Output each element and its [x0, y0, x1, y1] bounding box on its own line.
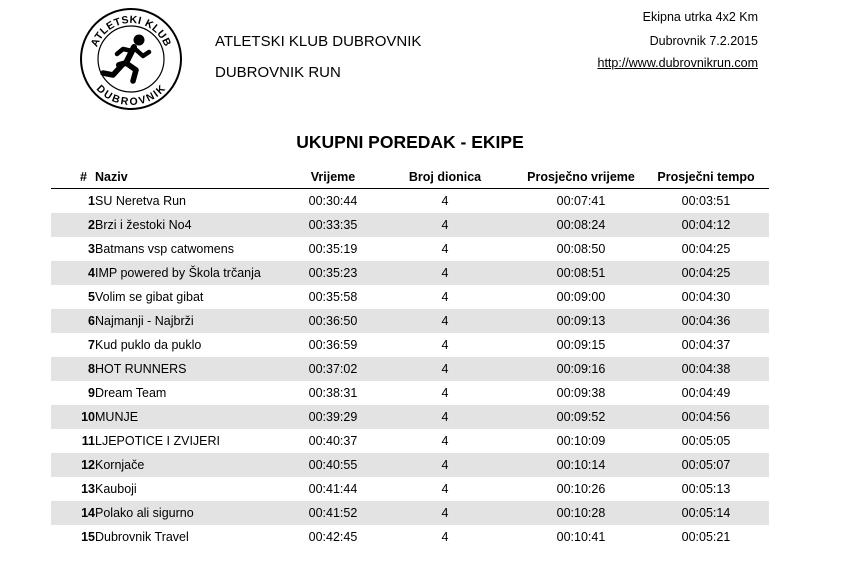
cell-team-name: Kauboji [95, 482, 137, 496]
cell-average-time: 00:10:41 [556, 530, 606, 544]
page-title: UKUPNI POREDAK - EKIPE [296, 132, 524, 152]
table-row [51, 333, 769, 357]
cell-rank: 14 [51, 501, 95, 525]
table-row [51, 405, 769, 429]
table-row [51, 525, 769, 549]
cell-time: 00:36:50 [295, 309, 371, 333]
cell-average-pace: 00:05:13 [681, 482, 731, 496]
cell-team-name: IMP powered by Škola trčanja [95, 261, 295, 285]
cell-average-time: 00:08:50 [556, 242, 606, 256]
cell-average-time: 00:10:28 [519, 501, 643, 525]
cell-rank: 7 [88, 338, 95, 352]
cell-team-name: Najmanji - Najbrži [95, 309, 295, 333]
cell-time: 00:42:45 [308, 530, 358, 544]
cell-team-name: Volim se gibat gibat [95, 290, 204, 304]
cell-average-time: 00:08:24 [519, 213, 643, 237]
club-name: ATLETSKI KLUB DUBROVNIK [215, 33, 422, 50]
cell-rank: 12 [51, 453, 95, 477]
cell-team-name: Dream Team [95, 386, 167, 400]
cell-average-time: 00:09:38 [556, 386, 606, 400]
cell-average-time: 00:09:16 [519, 357, 643, 381]
column-header-average-time: Prosječno vrijeme [519, 166, 643, 189]
cell-average-pace: 00:03:51 [681, 194, 731, 208]
table-row [51, 261, 769, 285]
cell-rank: 9 [88, 386, 95, 400]
race-place-date: Dubrovnik 7.2.2015 [649, 34, 758, 48]
cell-legs: 4 [371, 309, 519, 333]
cell-legs: 4 [371, 453, 519, 477]
table-row [51, 429, 769, 453]
cell-average-time: 00:09:13 [519, 309, 643, 333]
cell-rank: 10 [51, 405, 95, 429]
cell-average-pace: 00:04:12 [643, 213, 769, 237]
club-logo [79, 7, 183, 111]
table-row [51, 285, 769, 309]
cell-average-pace: 00:04:25 [681, 242, 731, 256]
svg-text:DUBROVNIK [94, 83, 168, 109]
cell-rank: 1 [88, 194, 95, 208]
cell-time: 00:35:23 [295, 261, 371, 285]
logo-bottom-text: DUBROVNIK [93, 82, 169, 109]
cell-average-pace: 00:04:30 [681, 290, 731, 304]
cell-team-name: LJEPOTICE I ZVIJERI [95, 434, 221, 448]
cell-rank: 2 [51, 213, 95, 237]
cell-average-time: 00:10:14 [519, 453, 643, 477]
cell-average-time: 00:08:51 [519, 261, 643, 285]
cell-legs: 4 [371, 213, 519, 237]
table-row [51, 453, 769, 477]
cell-team-name: Batmans vsp catwomens [95, 242, 234, 256]
cell-rank: 6 [51, 309, 95, 333]
cell-rank: 13 [81, 482, 95, 496]
website-link[interactable]: http://www.dubrovnikrun.com [597, 56, 758, 70]
cell-time: 00:35:19 [308, 242, 358, 256]
cell-rank: 11 [81, 434, 95, 448]
cell-legs: 4 [441, 290, 449, 304]
cell-average-pace: 00:04:36 [643, 309, 769, 333]
cell-time: 00:40:37 [308, 434, 358, 448]
cell-average-time: 00:07:41 [556, 194, 606, 208]
cell-average-time: 00:10:09 [556, 434, 606, 448]
table-row [51, 189, 769, 214]
cell-team-name: Brzi i žestoki No4 [95, 213, 295, 237]
cell-time: 00:38:31 [308, 386, 358, 400]
cell-average-time: 00:10:26 [556, 482, 606, 496]
cell-time: 00:37:02 [295, 357, 371, 381]
column-header-name: Naziv [95, 166, 295, 189]
cell-legs: 4 [371, 357, 519, 381]
cell-team-name: SU Neretva Run [95, 194, 187, 208]
cell-legs: 4 [441, 530, 449, 544]
cell-legs: 4 [371, 261, 519, 285]
cell-average-pace: 00:04:25 [643, 261, 769, 285]
cell-legs: 4 [441, 434, 449, 448]
cell-average-pace: 00:05:05 [681, 434, 731, 448]
column-header-average-pace: Prosječni tempo [643, 166, 769, 189]
cell-time: 00:39:29 [295, 405, 371, 429]
cell-legs: 4 [441, 338, 449, 352]
column-header-legs: Broj dionica [371, 166, 519, 189]
event-name: DUBROVNIK RUN [215, 64, 341, 81]
table-row [51, 309, 769, 333]
table-row [51, 501, 769, 525]
cell-average-time: 00:09:15 [556, 338, 606, 352]
cell-rank: 5 [88, 290, 95, 304]
cell-rank: 8 [51, 357, 95, 381]
cell-time: 00:36:59 [308, 338, 358, 352]
cell-time: 00:41:44 [308, 482, 358, 496]
logo-top-text: ATLETSKI KLUB [88, 13, 174, 49]
cell-average-pace: 00:04:56 [643, 405, 769, 429]
table-row [51, 357, 769, 381]
cell-legs: 4 [441, 482, 449, 496]
table-row [51, 213, 769, 237]
cell-time: 00:40:55 [295, 453, 371, 477]
cell-time: 00:30:44 [308, 194, 358, 208]
cell-time: 00:41:52 [295, 501, 371, 525]
cell-legs: 4 [441, 242, 449, 256]
cell-average-pace: 00:05:07 [643, 453, 769, 477]
runner-icon [103, 35, 149, 82]
cell-average-pace: 00:04:38 [643, 357, 769, 381]
cell-average-pace: 00:05:21 [681, 530, 731, 544]
cell-rank: 15 [81, 530, 95, 544]
column-header-time: Vrijeme [295, 166, 371, 189]
table-header-row [51, 166, 769, 189]
cell-average-pace: 00:04:37 [681, 338, 731, 352]
cell-time: 00:35:58 [308, 290, 358, 304]
race-name: Ekipna utrka 4x2 Km [642, 10, 758, 24]
cell-rank: 3 [88, 242, 95, 256]
table-row [51, 237, 769, 261]
cell-time: 00:33:35 [295, 213, 371, 237]
cell-legs: 4 [441, 386, 449, 400]
cell-team-name: Kud puklo da puklo [95, 338, 202, 352]
cell-team-name: HOT RUNNERS [95, 357, 295, 381]
column-header-rank: # [51, 166, 95, 189]
cell-average-time: 00:09:52 [519, 405, 643, 429]
table-row [51, 477, 769, 501]
cell-team-name: Kornjače [95, 453, 295, 477]
cell-average-pace: 00:04:49 [681, 386, 731, 400]
cell-team-name: MUNJE [95, 405, 295, 429]
cell-team-name: Dubrovnik Travel [95, 530, 189, 544]
cell-legs: 4 [371, 501, 519, 525]
results-table [51, 166, 769, 549]
cell-legs: 4 [441, 194, 449, 208]
cell-average-pace: 00:05:14 [643, 501, 769, 525]
cell-average-time: 00:09:00 [556, 290, 606, 304]
cell-legs: 4 [371, 405, 519, 429]
cell-team-name: Polako ali sigurno [95, 501, 295, 525]
table-row [51, 381, 769, 405]
cell-rank: 4 [51, 261, 95, 285]
